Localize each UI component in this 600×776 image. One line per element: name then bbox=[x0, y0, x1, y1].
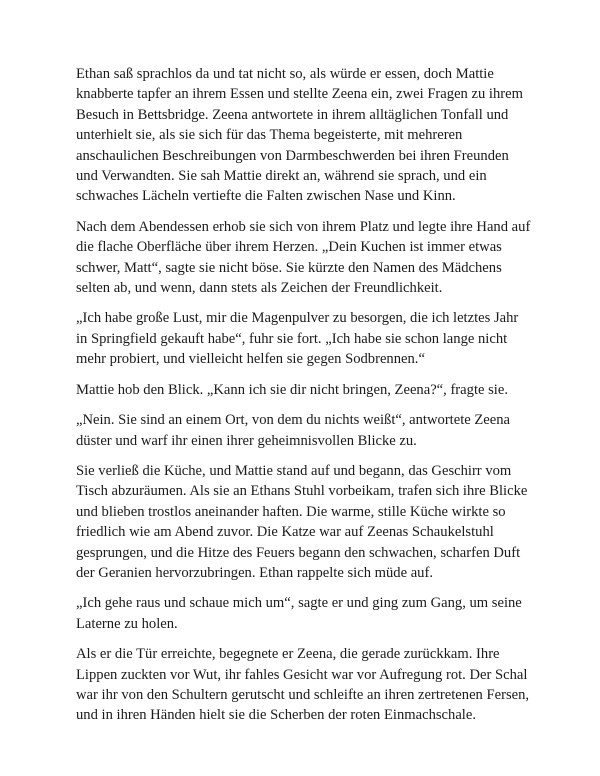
paragraph-5: „Nein. Sie sind an einem Ort, von dem du nichts weißt“, antwortete Zeena düster und warf ihr einen ihrer geheimnisvollen Blicke zu. bbox=[76, 412, 511, 449]
document-page bbox=[76, 64, 532, 736]
paragraph-1: Ethan saß sprachlos da und tat nicht so, als würde er essen, doch Mattie knabberte tapfer an ihrem Essen und stellte Zeena ein, zwei Fragen zu ihrem Besuch in Bettsbridge. Zeena antwortete in ihrem alltäglichen Tonfall und unterhielt sie, als sie sich für das Thema begeisterte, mit mehreren anschaulichen Beschreibungen von Darmbeschwerden bei ihren Freunden und Verwandten. Sie sah Mattie direkt an, während sie sprach, und ein schwaches Lächeln vertiefte die Falten zwischen Nase und Kinn. bbox=[76, 66, 523, 205]
paragraph-2: Nach dem Abendessen erhob sie sich von ihrem Platz und legte ihre Hand auf die flache Oberfläche über ihrem Herzen. „Dein Kuchen ist immer etwas schwer, Matt“, sagte sie nicht böse. Sie kürzte den Namen des Mädchens selten ab, und wenn, dann stets als Zeichen der Freundlichkeit. bbox=[76, 218, 531, 297]
paragraph-7: „Ich gehe raus und schaue mich um“, sagte er und ging zum Gang, um seine Laterne zu holen. bbox=[76, 595, 522, 632]
paragraph-6: Sie verließ die Küche, und Mattie stand auf und begann, das Geschirr vom Tisch abzuräumen. Als sie an Ethans Stuhl vorbeikam, trafen sich ihre Blicke und blieben trostlos aneinander haften. Die warme, stille Küche wirkte so friedlich wie am Abend zuvor. Die Katze war auf Zeenas Schaukelstuhl gesprungen, und die Hitze des Feuers begann den schwachen, scharfen Duft der Geranien hervorzubringen. Ethan rappelte sich müde auf. bbox=[76, 462, 528, 581]
paragraph-4: Mattie hob den Blick. „Kann ich sie dir nicht bringen, Zeena?“, fragte sie. bbox=[76, 381, 508, 398]
paragraph-3: „Ich habe große Lust, mir die Magenpulver zu besorgen, die ich letztes Jahr in Springfield gekauft habe“, fuhr sie fort. „Ich habe sie schon lange nicht mehr probiert, und vielleicht helfen sie gegen Sodbrennen.“ bbox=[76, 310, 519, 368]
paragraph-8: Als er die Tür erreichte, begegnete er Zeena, die gerade zurückkam. Ihre Lippen zuckten vor Wut, ihr fahles Gesicht war vor Aufregung rot. Der Schal war ihr von den Schultern gerutscht und schleifte an ihren zertretenen Fersen, und in ihren Händen hielt sie die Scherben der roten Einmachschale. bbox=[76, 646, 530, 724]
